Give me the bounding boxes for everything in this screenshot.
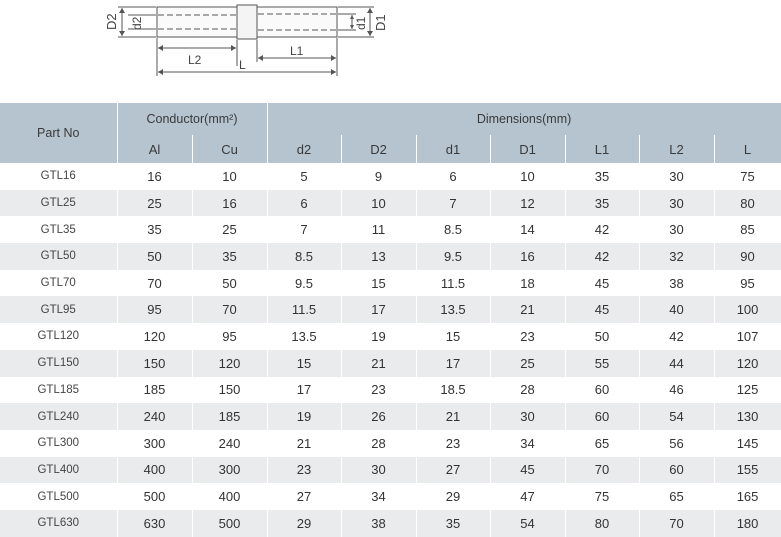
cell-al: 150 <box>117 350 192 377</box>
cell-D1: 16 <box>490 243 565 270</box>
cell-al: 240 <box>117 403 192 430</box>
cell-L: 120 <box>714 350 781 377</box>
cell-cu: 95 <box>192 323 267 350</box>
cell-L1: 42 <box>565 243 639 270</box>
cell-D2: 34 <box>341 483 416 510</box>
cell-d1: 6 <box>416 163 490 190</box>
cell-L1: 60 <box>565 377 639 404</box>
cell-L2: 30 <box>639 190 714 217</box>
cell-L2: 42 <box>639 323 714 350</box>
cell-L2: 46 <box>639 377 714 404</box>
cell-L1: 45 <box>565 296 639 323</box>
table-row <box>0 323 781 350</box>
specifications-table <box>0 103 781 537</box>
cell-d2: 21 <box>267 430 341 457</box>
cell-al: 185 <box>117 377 192 404</box>
cell-d1: 15 <box>416 323 490 350</box>
cell-cu: 16 <box>192 190 267 217</box>
cell-d1: 21 <box>416 403 490 430</box>
cell-cu: 10 <box>192 163 267 190</box>
cell-D1: 30 <box>490 403 565 430</box>
cell-L: 180 <box>714 510 781 537</box>
table-row <box>0 403 781 430</box>
cell-L: 85 <box>714 216 781 243</box>
cell-D2: 13 <box>341 243 416 270</box>
cell-D2: 23 <box>341 377 416 404</box>
cell-part-no: GTL16 <box>0 163 117 190</box>
cell-L1: 55 <box>565 350 639 377</box>
cell-al: 70 <box>117 270 192 297</box>
cell-D2: 9 <box>341 163 416 190</box>
cell-cu: 185 <box>192 403 267 430</box>
header-L2: L2 <box>639 135 714 163</box>
cell-L: 145 <box>714 430 781 457</box>
table-row <box>0 296 781 323</box>
cell-al: 25 <box>117 190 192 217</box>
table-row <box>0 163 781 190</box>
cell-d2: 7 <box>267 216 341 243</box>
cell-d1: 13.5 <box>416 296 490 323</box>
cell-cu: 120 <box>192 350 267 377</box>
table-row <box>0 483 781 510</box>
cell-L: 165 <box>714 483 781 510</box>
cell-cu: 300 <box>192 457 267 484</box>
header-conductor: Conductor(mm²) <box>117 103 267 135</box>
cell-D1: 28 <box>490 377 565 404</box>
cell-L2: 38 <box>639 270 714 297</box>
cell-D2: 26 <box>341 403 416 430</box>
header-cu: Cu <box>192 135 267 163</box>
cell-d2: 5 <box>267 163 341 190</box>
cell-cu: 35 <box>192 243 267 270</box>
cell-d2: 29 <box>267 510 341 537</box>
cell-L1: 65 <box>565 430 639 457</box>
label-L: L <box>239 58 246 72</box>
cell-L: 75 <box>714 163 781 190</box>
cell-L: 107 <box>714 323 781 350</box>
cell-D2: 38 <box>341 510 416 537</box>
cell-L1: 60 <box>565 403 639 430</box>
cell-d1: 8.5 <box>416 216 490 243</box>
cell-L1: 70 <box>565 457 639 484</box>
cell-L1: 50 <box>565 323 639 350</box>
cell-d2: 8.5 <box>267 243 341 270</box>
cell-d1: 11.5 <box>416 270 490 297</box>
cell-d2: 13.5 <box>267 323 341 350</box>
cell-d1: 7 <box>416 190 490 217</box>
cell-D2: 19 <box>341 323 416 350</box>
cell-L1: 45 <box>565 270 639 297</box>
table-row <box>0 350 781 377</box>
cell-L1: 80 <box>565 510 639 537</box>
cell-part-no: GTL300 <box>0 430 117 457</box>
cell-al: 300 <box>117 430 192 457</box>
table-body <box>0 163 781 537</box>
cell-D2: 15 <box>341 270 416 297</box>
cell-part-no: GTL120 <box>0 323 117 350</box>
cell-part-no: GTL70 <box>0 270 117 297</box>
cell-d2: 23 <box>267 457 341 484</box>
cell-d1: 17 <box>416 350 490 377</box>
cell-al: 500 <box>117 483 192 510</box>
cell-D1: 12 <box>490 190 565 217</box>
cell-d1: 29 <box>416 483 490 510</box>
header-L: L <box>714 135 781 163</box>
cell-L2: 30 <box>639 216 714 243</box>
cell-part-no: GTL50 <box>0 243 117 270</box>
cell-D2: 17 <box>341 296 416 323</box>
header-al: Al <box>117 135 192 163</box>
cell-L2: 60 <box>639 457 714 484</box>
cell-D1: 25 <box>490 350 565 377</box>
cell-d1: 27 <box>416 457 490 484</box>
cell-d2: 27 <box>267 483 341 510</box>
cell-D2: 30 <box>341 457 416 484</box>
cell-d2: 19 <box>267 403 341 430</box>
cell-L2: 40 <box>639 296 714 323</box>
cell-d1: 23 <box>416 430 490 457</box>
cell-L1: 35 <box>565 163 639 190</box>
cell-D1: 18 <box>490 270 565 297</box>
header-d1: d1 <box>416 135 490 163</box>
cell-d2: 17 <box>267 377 341 404</box>
cell-L2: 65 <box>639 483 714 510</box>
cell-D2: 10 <box>341 190 416 217</box>
cell-L: 90 <box>714 243 781 270</box>
cell-al: 120 <box>117 323 192 350</box>
cell-D2: 21 <box>341 350 416 377</box>
header-d2: d2 <box>267 135 341 163</box>
cell-L: 130 <box>714 403 781 430</box>
cell-D2: 28 <box>341 430 416 457</box>
table-row <box>0 510 781 537</box>
cell-part-no: GTL500 <box>0 483 117 510</box>
cell-cu: 150 <box>192 377 267 404</box>
cell-L2: 44 <box>639 350 714 377</box>
cell-al: 16 <box>117 163 192 190</box>
cell-al: 35 <box>117 216 192 243</box>
cell-d1: 18.5 <box>416 377 490 404</box>
cell-al: 400 <box>117 457 192 484</box>
table-row <box>0 243 781 270</box>
cell-D1: 45 <box>490 457 565 484</box>
cell-cu: 50 <box>192 270 267 297</box>
cell-L1: 75 <box>565 483 639 510</box>
table-row <box>0 377 781 404</box>
cell-L: 100 <box>714 296 781 323</box>
cell-part-no: GTL400 <box>0 457 117 484</box>
cell-L1: 42 <box>565 216 639 243</box>
table-row <box>0 430 781 457</box>
cell-d2: 6 <box>267 190 341 217</box>
cell-L2: 54 <box>639 403 714 430</box>
cell-d2: 9.5 <box>267 270 341 297</box>
cell-part-no: GTL95 <box>0 296 117 323</box>
header-part-no: Part No <box>0 103 117 163</box>
cell-part-no: GTL150 <box>0 350 117 377</box>
table-row <box>0 190 781 217</box>
cell-L2: 70 <box>639 510 714 537</box>
cell-part-no: GTL630 <box>0 510 117 537</box>
label-L2: L2 <box>188 53 202 67</box>
cell-D1: 10 <box>490 163 565 190</box>
label-D2: D2 <box>104 13 119 30</box>
cell-L: 80 <box>714 190 781 217</box>
cell-D1: 54 <box>490 510 565 537</box>
cell-D1: 23 <box>490 323 565 350</box>
cell-L1: 35 <box>565 190 639 217</box>
cell-L: 125 <box>714 377 781 404</box>
cell-d1: 35 <box>416 510 490 537</box>
cell-L2: 56 <box>639 430 714 457</box>
cell-D1: 47 <box>490 483 565 510</box>
cell-part-no: GTL185 <box>0 377 117 404</box>
cell-cu: 25 <box>192 216 267 243</box>
cell-al: 95 <box>117 296 192 323</box>
table-row <box>0 216 781 243</box>
table-row <box>0 270 781 297</box>
cell-cu: 70 <box>192 296 267 323</box>
cell-d1: 9.5 <box>416 243 490 270</box>
label-L1: L1 <box>290 44 304 58</box>
cell-d2: 15 <box>267 350 341 377</box>
cell-cu: 400 <box>192 483 267 510</box>
label-d1: d1 <box>354 16 368 30</box>
cell-L: 95 <box>714 270 781 297</box>
cell-D2: 11 <box>341 216 416 243</box>
cell-L: 155 <box>714 457 781 484</box>
header-dimensions: Dimensions(mm) <box>267 103 781 135</box>
cell-D1: 34 <box>490 430 565 457</box>
cell-D1: 21 <box>490 296 565 323</box>
cell-L2: 32 <box>639 243 714 270</box>
cell-cu: 500 <box>192 510 267 537</box>
connector-drawing <box>0 0 781 100</box>
cell-part-no: GTL240 <box>0 403 117 430</box>
cell-part-no: GTL25 <box>0 190 117 217</box>
cell-L2: 30 <box>639 163 714 190</box>
table-row <box>0 457 781 484</box>
cell-D1: 14 <box>490 216 565 243</box>
cell-al: 50 <box>117 243 192 270</box>
cell-part-no: GTL35 <box>0 216 117 243</box>
label-d2: d2 <box>130 16 144 30</box>
header-D1: D1 <box>490 135 565 163</box>
cell-al: 630 <box>117 510 192 537</box>
label-D1: D1 <box>373 14 388 31</box>
cell-d2: 11.5 <box>267 296 341 323</box>
header-D2: D2 <box>341 135 416 163</box>
cell-cu: 240 <box>192 430 267 457</box>
header-L1: L1 <box>565 135 639 163</box>
